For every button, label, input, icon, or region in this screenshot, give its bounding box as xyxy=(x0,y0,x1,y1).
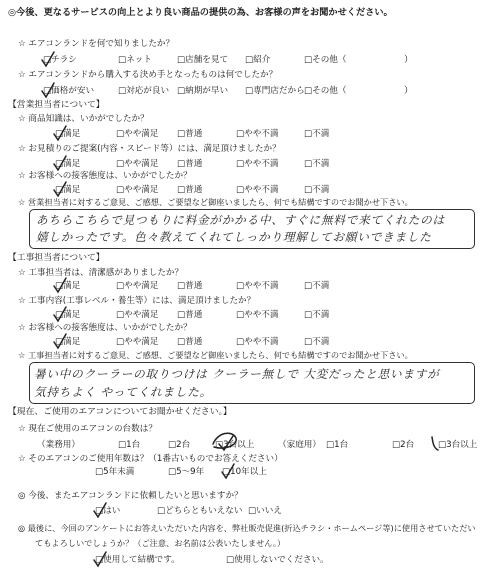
q2-option-price[interactable]: □価格が安い xyxy=(43,86,95,96)
q4-option-dissatisfied[interactable]: □不満 xyxy=(304,159,330,169)
q7-option-dissatisfied[interactable]: □不満 xyxy=(304,281,330,291)
q12-option-5to9[interactable]: □5〜9年 xyxy=(168,467,205,477)
q10-comment-line-1: 暑い中のクーラーの取りつけは クーラー無しで 大変だったと思いますが xyxy=(34,367,440,381)
q5-option-satisfied[interactable]: □満足 xyxy=(55,185,81,195)
q3-label: ☆ 商品知識は、いかがでしたか？ xyxy=(18,114,149,124)
q3-option-dissatisfied[interactable]: □不満 xyxy=(304,129,330,139)
q12-option-under5[interactable]: □5年未満 xyxy=(95,467,135,477)
q7-label: ☆ 工事担当者は、清潔感がありましたか？ xyxy=(18,268,184,278)
q4-option-somewhat-dissatisfied[interactable]: □やや不満 xyxy=(236,159,279,169)
q1-option-referral[interactable]: □紹介 xyxy=(245,55,271,65)
q8-option-neutral[interactable]: □普通 xyxy=(177,310,203,320)
work-section-title: 【工事担当者について】 xyxy=(8,253,105,263)
q14-label-continued: てもよろしいでしょうか？（ご注意、お名前は公表いたしません。） xyxy=(35,538,286,548)
q7-option-somewhat-dissatisfied[interactable]: □やや不満 xyxy=(236,281,279,291)
q11-home-label: （家庭用） xyxy=(278,440,321,450)
q9-label: ☆ お客様への接客態度は、いかがでしたか？ xyxy=(18,323,192,333)
q5-option-dissatisfied[interactable]: □不満 xyxy=(304,185,330,195)
q2-option-delivery[interactable]: □納期が早い xyxy=(177,86,229,96)
q11-business-3plus[interactable]: □3台以上 xyxy=(215,440,255,450)
q1-label: ☆ エアコンランドを何で知りましたか？ xyxy=(18,39,175,49)
q8-option-dissatisfied[interactable]: □不満 xyxy=(304,310,330,320)
q9-option-neutral[interactable]: □普通 xyxy=(177,337,203,347)
q11-business-2[interactable]: □2台 xyxy=(168,440,191,450)
q12-label: ☆ そのエアコンのご使用年数は？（1番古いものでお答えください） xyxy=(18,454,283,464)
q2-other-close: ） xyxy=(404,86,414,96)
q7-option-somewhat-satisfied[interactable]: □やや満足 xyxy=(116,281,159,291)
q2-option-specialist[interactable]: □専門店だから xyxy=(245,86,305,96)
q6-label: ☆ 営業担当者に対するご意見、ご感想、ご要望など御座いましたら、何でも結構ですのでお聞かせ下さい。 xyxy=(18,197,413,207)
q4-option-somewhat-satisfied[interactable]: □やや満足 xyxy=(116,159,159,169)
q3-option-somewhat-satisfied[interactable]: □やや満足 xyxy=(116,129,159,139)
q1-option-flyer[interactable]: □チラシ xyxy=(43,55,77,65)
q10-comment-line-2: 気持ちよく やってくれました。 xyxy=(34,385,212,399)
q9-option-satisfied[interactable]: □満足 xyxy=(55,337,81,347)
aircon-section-title: 【現在、ご使用のエアコンについてお聞かせください。】 xyxy=(8,407,232,417)
q13-option-no[interactable]: □いいえ xyxy=(248,506,282,516)
q5-option-somewhat-dissatisfied[interactable]: □やや不満 xyxy=(236,185,279,195)
q8-label: ☆ 工事内容(工事レベル・養生等）には、満足頂けましたか？ xyxy=(18,296,256,306)
q3-option-satisfied[interactable]: □満足 xyxy=(55,129,81,139)
q7-option-satisfied[interactable]: □満足 xyxy=(55,281,81,291)
q11-home-1[interactable]: □1台 xyxy=(326,440,349,450)
q7-option-neutral[interactable]: □普通 xyxy=(177,281,203,291)
q5-option-neutral[interactable]: □普通 xyxy=(177,185,203,195)
q4-label: ☆ お見積りのご提案(内容・スピード等）には、満足頂けましたか？ xyxy=(18,144,281,154)
q6-comment-line-2: 嬉しかったです。色々教えてくれてしっかり理解してお願いできました xyxy=(36,230,432,244)
q1-option-other[interactable]: □その他（ xyxy=(304,55,347,65)
q11-label: ☆ 現在ご使用のエアコンの台数は？ xyxy=(18,424,157,434)
q1-other-close: ） xyxy=(404,55,414,65)
q2-label: ☆ エアコンランドから購入する決め手となったものは何でしたか？ xyxy=(18,70,278,80)
q9-option-dissatisfied[interactable]: □不満 xyxy=(304,337,330,347)
q3-option-somewhat-dissatisfied[interactable]: □やや不満 xyxy=(236,129,279,139)
q14-label: ◎ 最後に、今回のアンケートにお答えいただいた内容を、弊社販売促進(折込チラシ・ホームページ等)に使用させていただい xyxy=(18,523,476,533)
q8-option-satisfied[interactable]: □満足 xyxy=(55,310,81,320)
q6-comment-line-1: あちらこちらで見つもりに料金がかかる中、すぐに無料で来てくれたのは xyxy=(36,213,445,227)
q14-option-allow[interactable]: □使用して結構です。 xyxy=(95,555,180,565)
q4-option-satisfied[interactable]: □満足 xyxy=(55,159,81,169)
q1-option-net[interactable]: □ネット xyxy=(118,55,152,65)
q2-option-other[interactable]: □その他（ xyxy=(304,86,347,96)
q11-home-3plus[interactable]: □3台以上 xyxy=(438,440,478,450)
q11-business-1[interactable]: □1台 xyxy=(118,440,141,450)
q13-label: ◎ 今後、またエアコンランドに依頼したいと思いますか？ xyxy=(18,491,243,501)
q5-label: ☆ お客様への接客態度は、いかがでしたか？ xyxy=(18,171,192,181)
q11-home-2[interactable]: □2台 xyxy=(392,440,415,450)
q4-option-neutral[interactable]: □普通 xyxy=(177,159,203,169)
q8-option-somewhat-dissatisfied[interactable]: □やや不満 xyxy=(236,310,279,320)
q1-option-store[interactable]: □店舗を見て xyxy=(177,55,229,65)
q13-option-yes[interactable]: □はい xyxy=(95,506,121,516)
q13-option-neither[interactable]: □どちらともいえない xyxy=(157,506,243,516)
q8-option-somewhat-satisfied[interactable]: □やや満足 xyxy=(116,310,159,320)
survey-header: ◎今後、更なるサービスの向上とより良い商品の提供の為、お客様の声をお聞かせください。 xyxy=(8,7,393,18)
q2-option-service[interactable]: □対応が良い xyxy=(118,86,170,96)
q9-option-somewhat-satisfied[interactable]: □やや満足 xyxy=(116,337,159,347)
q9-option-somewhat-dissatisfied[interactable]: □やや不満 xyxy=(236,337,279,347)
q3-option-neutral[interactable]: □普通 xyxy=(177,129,203,139)
q14-option-deny[interactable]: □使用しないでください。 xyxy=(226,555,329,565)
sales-section-title: 【営業担当者について】 xyxy=(8,100,105,110)
q11-business-label: （業務用） xyxy=(37,440,80,450)
q5-option-somewhat-satisfied[interactable]: □やや満足 xyxy=(116,185,159,195)
q12-option-10plus[interactable]: □10年以上 xyxy=(222,467,267,477)
q10-label: ☆ 工事担当者に対するご意見、ご感想、ご要望など御座いましたら、何でも結構ですのでお聞かせ下さい。 xyxy=(18,350,413,360)
